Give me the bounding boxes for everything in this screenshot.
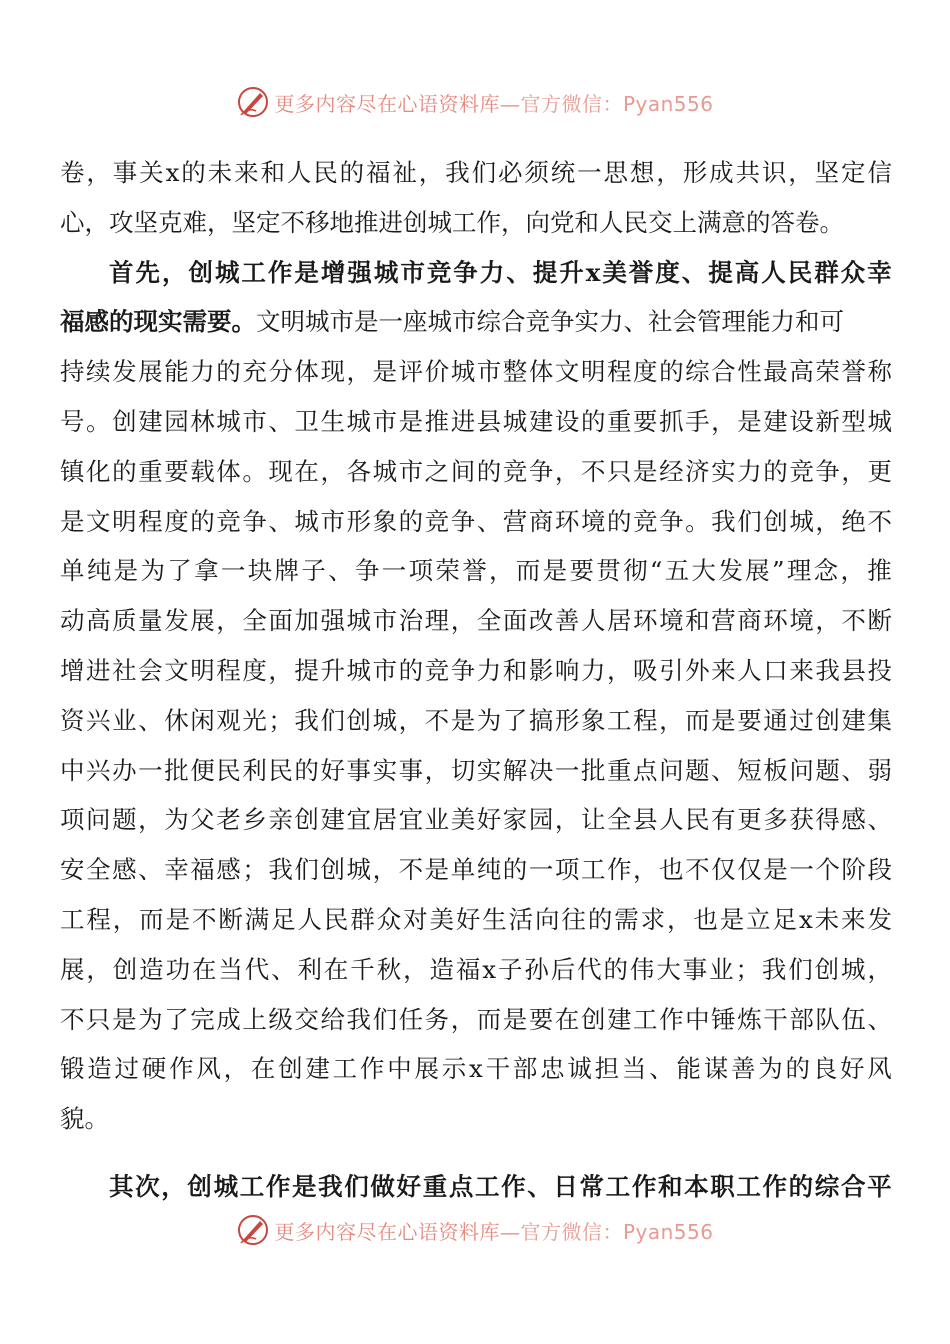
header-site-text: 更多内容尽在心语资料库— <box>274 91 521 116</box>
footer-wechat-text: 官方微信：Pyan556 <box>520 1219 714 1244</box>
paragraph3-heading-line: 其 次 ， 创 城 工 作 是 我 们 做 好 重 点 工 作 、 日 常 工 作 和 本 职 工 作 的 综 合 平 <box>109 1171 892 1201</box>
header-banner <box>0 82 950 122</box>
header-banner-text <box>274 88 713 117</box>
paragraph1-line: 卷 ， 事 关 x 的 未 来 和 人 民 的 福 祉 ， 我 们 必 须 统 一 思 想 ， 形 成 共 识 ， 坚 定 信 <box>60 158 892 187</box>
paragraph2-line: 单 纯 是 为 了 拿 一 块 牌 子 、 争 一 项 荣 誉 ， 而 是 要 贯 彻 “ 五 大 发 展 ” 理 念 ， 推 <box>60 556 892 586</box>
paragraph2-line: 中 兴 办 一 批 便 民 利 民 的 好 事 实 事 ， 切 实 解 决 一 批 重 点 问 题 、 短 板 问 题 、 弱 <box>60 755 892 785</box>
pen-logo-icon <box>236 85 270 119</box>
paragraph2-line: 项 问 题 ， 为 父 老 乡 亲 创 建 宜 居 宜 业 美 好 家 园 ， 让 全 县 人 民 有 更 多 获 得 感 、 <box>60 805 892 835</box>
footer-banner <box>0 1210 950 1250</box>
paragraph2-heading-line: 首 先 ， 创 城 工 作 是 增 强 城 市 竞 争 力 、 提 升 x 美 誉 度 、 提 高 人 民 群 众 幸 <box>109 257 892 287</box>
paragraph2-line: 安 全 感 、 幸 福 感 ； 我 们 创 城 ， 不 是 单 纯 的 一 项 工 作 ， 也 不 仅 仅 是 一 个 阶 段 <box>60 855 892 885</box>
paragraph2-line: 貌。 <box>60 1104 109 1134</box>
footer-site-text: 更多内容尽在心语资料库— <box>274 1219 521 1244</box>
paragraph2-line: 锻 造 过 硬 作 风 ， 在 创 建 工 作 中 展 示 x 干 部 忠 诚 担 当 、 能 谋 善 为 的 良 好 风 <box>60 1054 892 1084</box>
document-body <box>60 148 892 1212</box>
paragraph2-line: 工 程 ， 而 是 不 断 满 足 人 民 群 众 对 美 好 生 活 向 往 的 需 求 ， 也 是 立 足 x 未 来 发 <box>60 904 892 934</box>
paragraph2-line: 增 进 社 会 文 明 程 度 ， 提 升 城 市 的 竞 争 力 和 影 响 力 ， 吸 引 外 来 人 口 来 我 县 投 <box>60 655 892 685</box>
paragraph1-line: 心，攻坚克难，坚定不移地推进创城工作，向党和人民交上满意的答卷。 <box>60 207 844 237</box>
paragraph2-line: 动 高 质 量 发 展 ， 全 面 加 强 城 市 治 理 ， 全 面 改 善 人 居 环 境 和 营 商 环 境 ， 不 断 <box>60 606 892 636</box>
paragraph2-line: 不 只 是 为 了 完 成 上 级 交 给 我 们 任 务 ， 而 是 要 在 创 建 工 作 中 锤 炼 干 部 队 伍 、 <box>60 1004 892 1034</box>
paragraph2-line: 展 ， 创 造 功 在 当 代 、 利 在 千 秋 ， 造 福 x 子 孙 后 代 的 伟 大 事 业 ； 我 们 创 城 ， <box>60 954 892 984</box>
paragraph-gap <box>60 1144 892 1162</box>
paragraph2-line: 资 兴 业 、 休 闲 观 光 ； 我 们 创 城 ， 不 是 为 了 搞 形 象 工 程 ， 而 是 要 通 过 创 建 集 <box>60 705 892 735</box>
paragraph2-line: 持 续 发 展 能 力 的 充 分 体 现 ， 是 评 价 城 市 整 体 文 明 程 度 的 综 合 性 最 高 荣 誉 称 <box>60 357 892 387</box>
paragraph2-line <box>60 297 892 347</box>
paragraph2-line: 号 。 创 建 园 林 城 市 、 卫 生 城 市 是 推 进 县 城 建 设 的 重 要 抓 手 ， 是 建 设 新 型 城 <box>60 406 892 436</box>
paragraph2-heading-end: 福感的现实需要。 <box>60 307 256 337</box>
pen-logo-icon <box>236 1213 270 1247</box>
paragraph2-text: 文明城市是一座城市综合竞争实力、社会管理能力和可 <box>256 307 844 337</box>
paragraph2-line: 镇 化 的 重 要 载 体 。 现 在 ， 各 城 市 之 间 的 竞 争 ， 不 只 是 经 济 实 力 的 竞 争 ， 更 <box>60 456 892 486</box>
header-wechat-text: 官方微信：Pyan556 <box>520 91 714 116</box>
paragraph2-line: 是 文 明 程 度 的 竞 争 、 城 市 形 象 的 竞 争 、 营 商 环 境 的 竞 争 。 我 们 创 城 ， 绝 不 <box>60 506 892 536</box>
footer-banner-text <box>274 1216 713 1245</box>
